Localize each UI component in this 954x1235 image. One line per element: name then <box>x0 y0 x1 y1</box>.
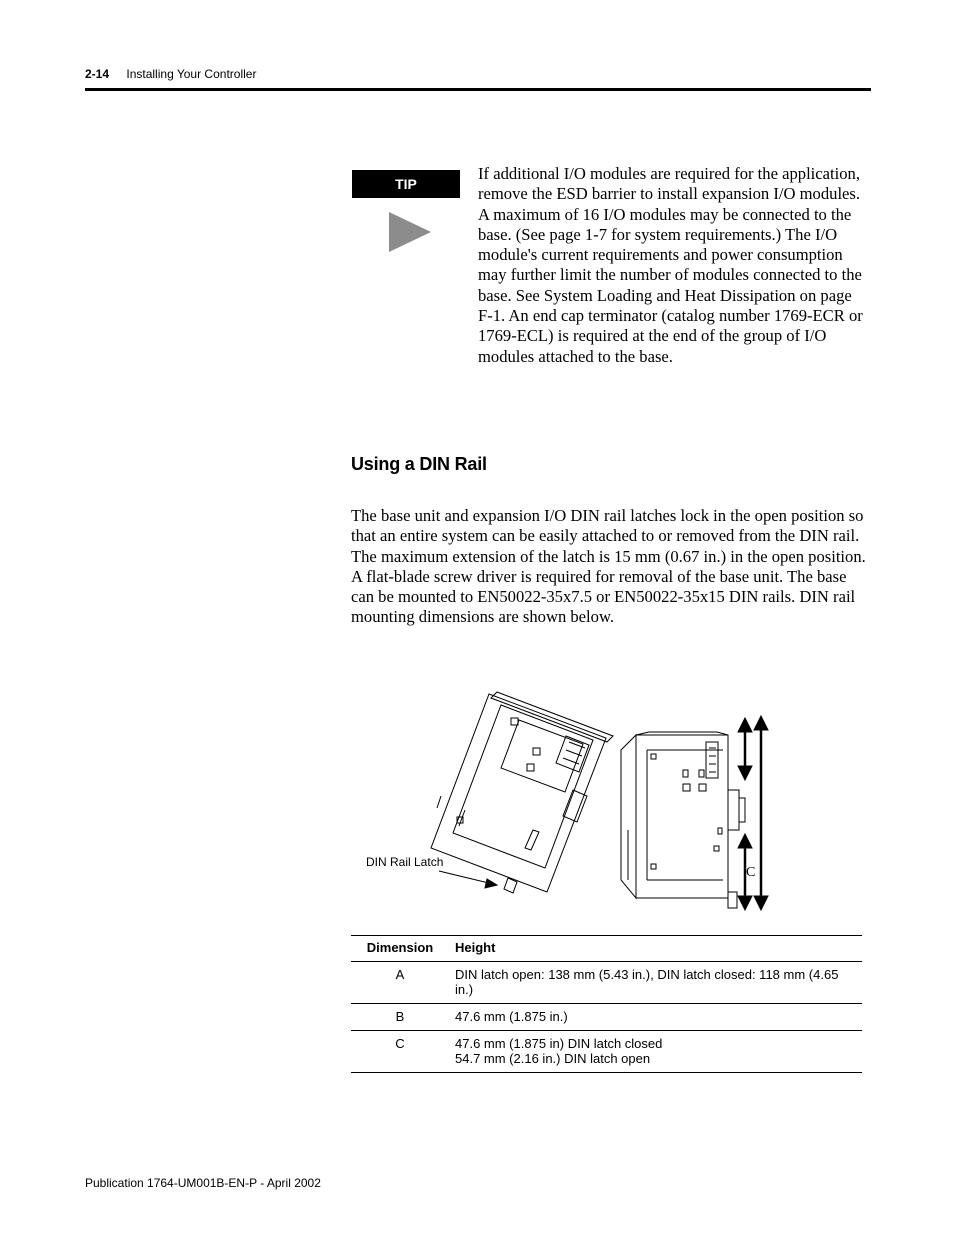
dimension-cell: A <box>351 962 449 1004</box>
height-cell <box>449 1031 862 1073</box>
section-body: The base unit and expansion I/O DIN rail latches lock in the open position so that an entire system can be easily attached to or removed from the DIN rail. The maximum extension of the latch is 15 mm (0.67 in.) in the open position. A flat-blade screw driver is required for removal of the base unit. The base can be mounted to EN50022-35x7.5 or EN50022-35x15 DIN rails. DIN rail mounting dimensions are shown below. <box>351 506 866 627</box>
dimension-c-label: C <box>746 865 756 880</box>
section-heading: Using a DIN Rail <box>351 454 487 474</box>
height-line: 47.6 mm (1.875 in.) <box>455 1009 568 1024</box>
publication-footer: Publication 1764-UM001B-EN-P - April 2002 <box>85 1176 321 1190</box>
column-header-height: Height <box>449 936 862 962</box>
chapter-title: Installing Your Controller <box>126 67 257 81</box>
dimension-cell: C <box>351 1031 449 1073</box>
din-rail-drawing <box>351 680 871 920</box>
column-header-dimension: Dimension <box>351 936 449 962</box>
dimension-cell: B <box>351 1004 449 1031</box>
table-row <box>351 1004 862 1031</box>
height-cell <box>449 962 862 1004</box>
header-rule <box>85 88 871 91</box>
tip-label: TIP <box>352 170 460 198</box>
height-line: 54.7 mm (2.16 in.) DIN latch open <box>455 1051 651 1066</box>
din-rail-figure <box>351 680 871 920</box>
height-cell <box>449 1004 862 1031</box>
mounted-controller-drawing <box>621 732 745 908</box>
tilted-controller-drawing <box>431 692 613 893</box>
page-number: 2-14 <box>85 67 110 81</box>
height-line: 47.6 mm (1.875 in) DIN latch closed <box>455 1036 663 1051</box>
running-header <box>85 67 256 81</box>
tip-arrow-icon <box>389 212 431 252</box>
table-header-row <box>351 936 862 962</box>
tip-text: If additional I/O modules are required for the application, remove the ESD barrier to install expansion I/O modules. A maximum of 16 I/O modules may be connected to the base. (See page 1-7 for system requirements.) The I/O module's current requirements and power consumption may further limit the number of modules connected to the base. See System Loading and Heat Dissipation on page F-1. An end cap terminator (catalog number 1769-ECR or 1769-ECL) is required at the end of the group of I/O modules attached to the base. <box>478 164 863 366</box>
table-row <box>351 1031 862 1073</box>
table-row <box>351 962 862 1004</box>
height-line: DIN latch open: 138 mm (5.43 in.), DIN latch closed: 118 mm (4.65 in.) <box>455 967 839 997</box>
din-rail-latch-label: DIN Rail Latch <box>366 855 444 869</box>
dimensions-table <box>351 935 862 1073</box>
